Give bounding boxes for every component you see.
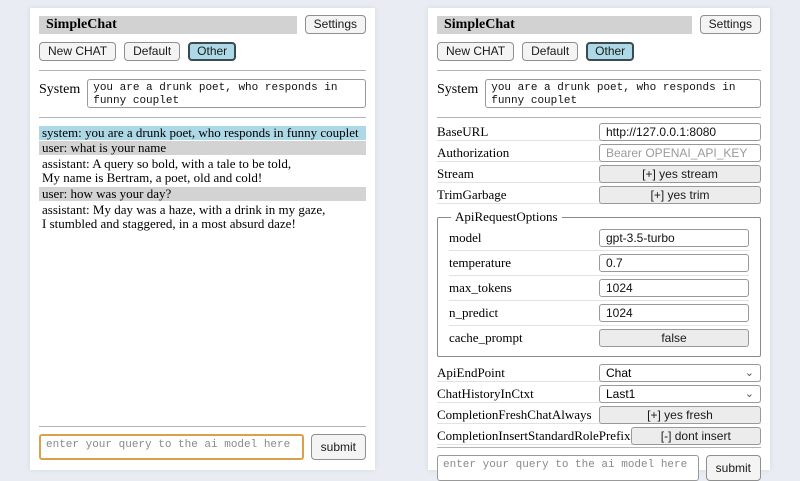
setting-label: max_tokens [449, 280, 512, 295]
completion-fresh-chat-toggle-button[interactable]: [+] yes fresh [599, 406, 761, 424]
chat-message-assistant [39, 203, 366, 231]
chat-window [30, 8, 375, 470]
app-title: SimpleChat [437, 16, 692, 34]
model-input[interactable] [599, 229, 749, 247]
setting-label: TrimGarbage [437, 187, 507, 202]
setting-row-model [449, 226, 749, 251]
n-predict-input[interactable] [599, 304, 749, 322]
system-label: System [437, 82, 479, 97]
max-tokens-input[interactable] [599, 279, 749, 297]
message-line: assistant: A query so bold, with a tale to be told, [42, 156, 292, 171]
session-toolbar [437, 42, 761, 61]
setting-label: cache_prompt [449, 330, 523, 345]
setting-row-completionfreshchatalways [437, 403, 761, 424]
select-value: Last1 [606, 387, 636, 401]
panel-header [437, 15, 761, 34]
setting-row-cache-prompt [449, 326, 749, 350]
session-button-other[interactable]: Other [586, 42, 634, 61]
setting-row-max-tokens [449, 276, 749, 301]
message-line: I stumbled and staggered, in a most absurd daze! [42, 216, 296, 231]
new-chat-button[interactable]: New CHAT [39, 42, 116, 61]
divider [437, 117, 761, 118]
setting-label: CompletionInsertStandardRolePrefix [437, 428, 631, 443]
query-row [437, 455, 761, 481]
divider [39, 426, 366, 427]
chat-message-system: system: you are a drunk poet, who responds in funny couplet [39, 126, 366, 140]
setting-row-apiendpoint [437, 361, 761, 382]
chevron-down-icon: ⌄ [744, 367, 754, 379]
session-button-other[interactable]: Other [188, 42, 236, 61]
trimgarbage-toggle-button[interactable]: [+] yes trim [599, 186, 761, 204]
setting-label: BaseURL [437, 124, 489, 139]
system-label: System [39, 82, 81, 97]
user-query-input[interactable] [437, 455, 699, 481]
system-prompt-input[interactable] [485, 79, 761, 108]
setting-row-stream [437, 162, 761, 183]
spacer [39, 233, 366, 424]
user-query-input[interactable] [39, 434, 304, 460]
setting-label: temperature [449, 255, 512, 270]
stream-toggle-button[interactable]: [+] yes stream [599, 165, 761, 183]
submit-button[interactable]: submit [706, 455, 761, 481]
setting-label: ApiEndPoint [437, 365, 505, 380]
setting-label: CompletionFreshChatAlways [437, 407, 592, 422]
divider [39, 117, 366, 118]
message-line: My name is Bertram, a poet, old and cold! [42, 170, 263, 185]
divider [39, 70, 366, 71]
api-request-options-fieldset [437, 209, 761, 357]
setting-label: Stream [437, 166, 474, 181]
new-chat-button[interactable]: New CHAT [437, 42, 514, 61]
message-line: assistant: My day was a haze, with a drink in my gaze, [42, 202, 326, 217]
system-prompt-input[interactable] [87, 79, 366, 108]
chevron-down-icon: ⌄ [744, 388, 754, 400]
setting-row-temperature [449, 251, 749, 276]
system-prompt-row [39, 79, 366, 108]
panel-header [39, 15, 366, 34]
chat-message-user: user: how was your day? [39, 187, 366, 201]
settings-button[interactable]: Settings [305, 15, 366, 34]
cache-prompt-toggle-button[interactable]: false [599, 329, 749, 347]
settings-button[interactable]: Settings [700, 15, 761, 34]
chat-message-list [39, 125, 366, 233]
setting-label: Authorization [437, 145, 510, 160]
setting-label: model [449, 230, 482, 245]
app-title: SimpleChat [39, 16, 297, 34]
submit-button[interactable]: submit [311, 434, 366, 460]
chat-message-assistant [39, 157, 366, 185]
fieldset-legend: ApiRequestOptions [455, 209, 558, 224]
query-row [39, 434, 366, 460]
authorization-input[interactable] [599, 144, 761, 162]
temperature-input[interactable] [599, 254, 749, 272]
baseurl-input[interactable] [599, 123, 761, 141]
setting-label: n_predict [449, 305, 499, 320]
setting-row-trimgarbage [437, 183, 761, 204]
session-toolbar [39, 42, 366, 61]
apiendpoint-select[interactable] [599, 364, 761, 382]
setting-label: ChatHistoryInCtxt [437, 386, 534, 401]
settings-window [428, 8, 770, 475]
setting-row-chathistoryinctxt [437, 382, 761, 403]
setting-row-baseurl [437, 120, 761, 141]
session-button-default[interactable]: Default [522, 42, 578, 61]
completion-insert-role-prefix-toggle-button[interactable]: [-] dont insert [631, 427, 761, 445]
chathistoryinctxt-select[interactable] [599, 385, 761, 403]
setting-row-authorization [437, 141, 761, 162]
setting-row-completioninsertstandardroleprefix [437, 424, 761, 445]
session-button-default[interactable]: Default [124, 42, 180, 61]
divider [437, 447, 761, 448]
setting-row-n-predict [449, 301, 749, 326]
system-prompt-row [437, 79, 761, 108]
chat-message-user: user: what is your name [39, 141, 366, 155]
divider [437, 70, 761, 71]
select-value: Chat [606, 366, 632, 380]
